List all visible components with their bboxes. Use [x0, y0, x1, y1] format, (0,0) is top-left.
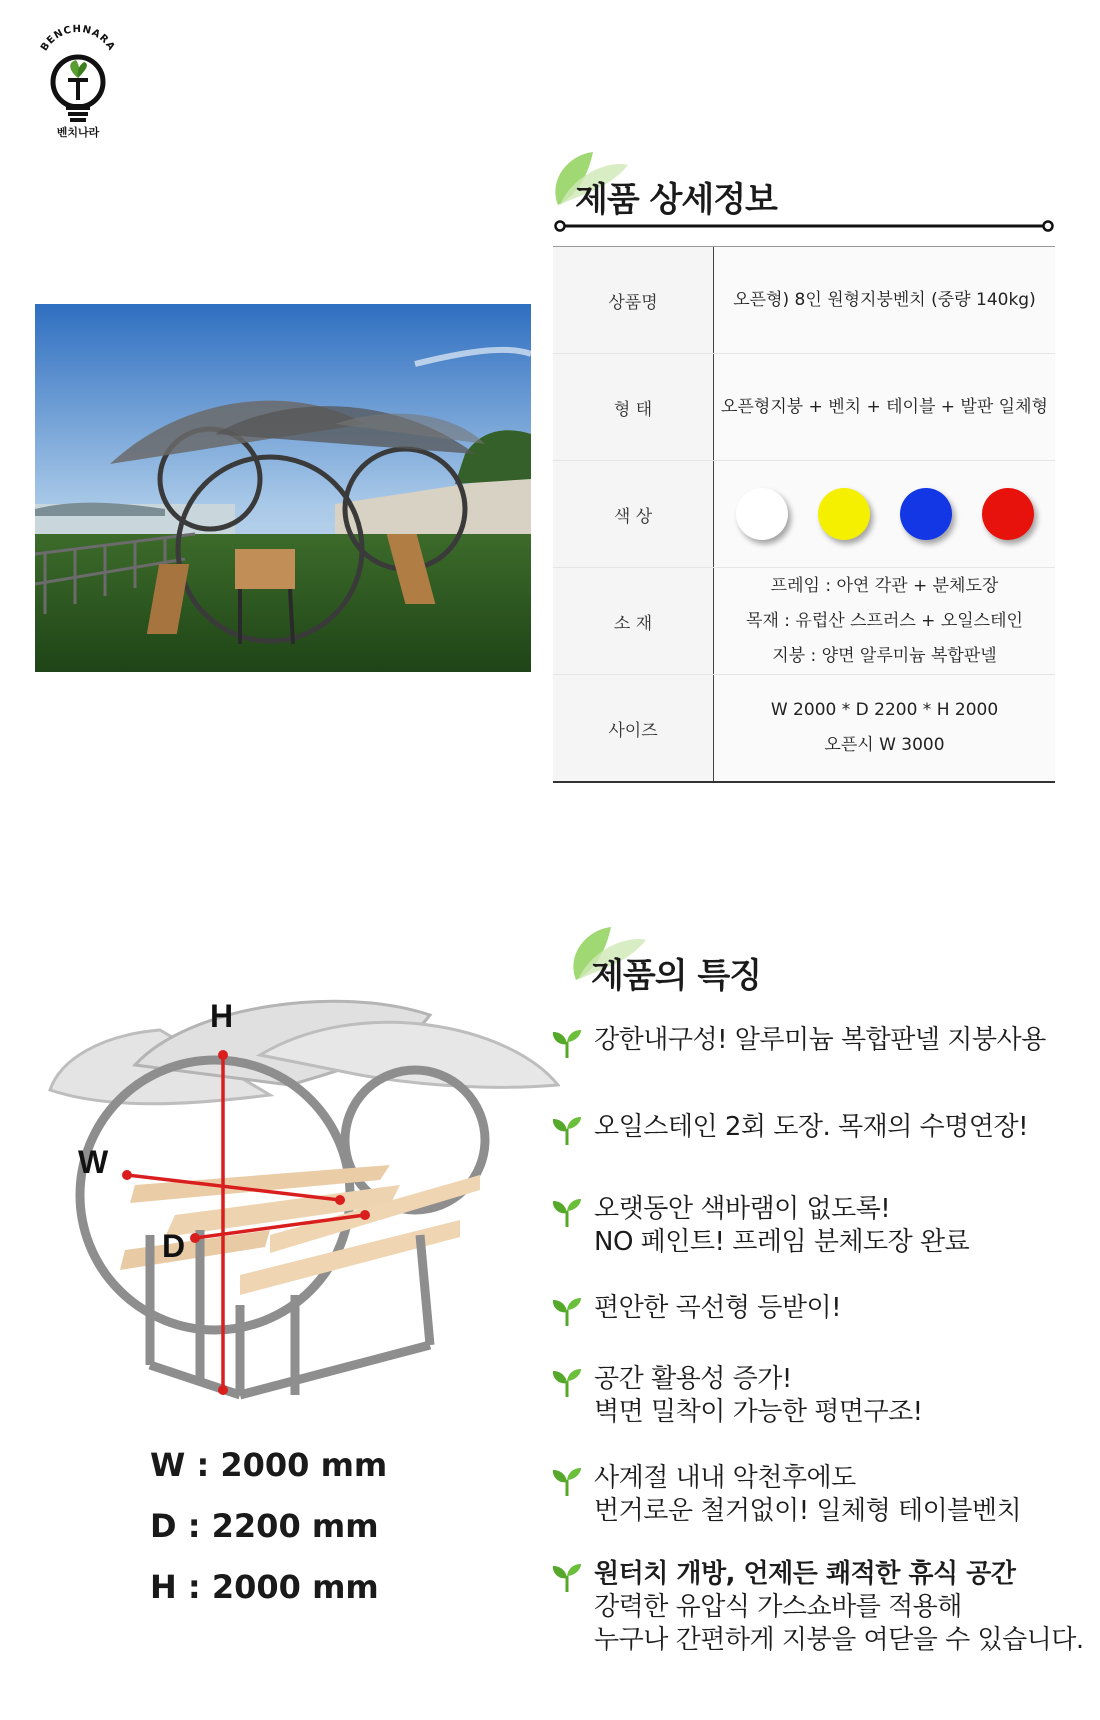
dimensions-list: [150, 1446, 410, 1629]
label-d: D: [162, 1228, 186, 1264]
feature-item: [550, 1363, 1090, 1429]
spec-label: 상품명: [553, 247, 714, 353]
feature-item: [550, 1111, 1090, 1147]
feature-text: 편안한 곡선형 등받이!: [594, 1293, 841, 1323]
feature-item: [550, 1292, 1090, 1328]
material-wood: 목재 : 유럽산 스프러스 + 오일스테인: [746, 610, 1023, 631]
spec-row-shape: [553, 354, 1055, 461]
label-w: W: [78, 1144, 109, 1180]
feature-item: [550, 1193, 1090, 1259]
product-shape: 오픈형지붕 + 벤치 + 테이블 + 발판 일체형: [721, 396, 1048, 417]
sprout-icon: [550, 1464, 584, 1498]
feature-text: 강한내구성! 알루미늄 복합판넬 지붕사용: [594, 1025, 1046, 1055]
dim-d: D : 2200 mm: [150, 1507, 379, 1545]
spec-value: [714, 675, 1055, 781]
feature-text: 공간 활용성 증가!: [594, 1364, 792, 1394]
size-dimensions: W 2000 * D 2200 * H 2000: [770, 700, 999, 720]
spec-row-size: [553, 675, 1055, 781]
feature-text: 오랫동안 색바램이 없도록!: [594, 1194, 891, 1224]
spec-table: [553, 246, 1055, 783]
dim-h: H : 2000 mm: [150, 1568, 379, 1606]
spec-label: 색 상: [553, 461, 714, 567]
feature-item: [550, 1024, 1090, 1060]
features-title: 제품의 특징: [591, 956, 762, 996]
feature-text: 사계절 내내 악천후에도: [594, 1463, 856, 1493]
product-name: 오픈형) 8인 원형지붕벤치 (중량 140kg): [733, 289, 1036, 310]
feature-text: NO 페인트! 프레임 분체도장 완료: [594, 1227, 970, 1257]
color-swatch-blue: [900, 488, 952, 540]
title-underline: [553, 218, 1055, 234]
material-roof: 지붕 : 양면 알루미늄 복합판넬: [772, 645, 997, 666]
dimension-diagram: [40, 975, 560, 1415]
logo-name: 벤치나라: [56, 126, 100, 139]
dim-w: W : 2000 mm: [150, 1446, 388, 1484]
spec-label: 사이즈: [553, 675, 714, 781]
spec-row-name: [553, 247, 1055, 354]
feature-text: 벽면 밀착이 가능한 평면구조!: [594, 1397, 923, 1427]
spec-row-material: [553, 568, 1055, 675]
spec-value: [714, 461, 1055, 567]
product-photo: [35, 304, 531, 672]
spec-label: 형 태: [553, 354, 714, 460]
feature-text: 번거로운 철거없이! 일체형 테이블벤치: [594, 1496, 1022, 1526]
label-h: H: [210, 998, 234, 1034]
sprout-icon: [550, 1560, 584, 1594]
spec-value: [714, 568, 1055, 674]
feature-text: 강력한 유압식 가스쇼바를 적용해: [594, 1592, 962, 1622]
feature-text-bold: 원터치 개방, 언제든 쾌적한 휴식 공간: [594, 1559, 1016, 1589]
spec-label: 소 재: [553, 568, 714, 674]
spec-value: [714, 354, 1055, 460]
material-frame: 프레임 : 아연 각관 + 분체도장: [770, 575, 999, 596]
spec-title: 제품 상세정보: [575, 180, 777, 220]
color-swatch-white: [736, 488, 788, 540]
color-swatches: [736, 488, 1034, 540]
svg-text:BENCHNARA: [39, 24, 117, 53]
feature-text: 누구나 간편하게 지붕을 여닫을 수 있습니다.: [594, 1625, 1084, 1655]
spec-value: [714, 247, 1055, 353]
size-open: 오픈시 W 3000: [824, 735, 945, 755]
color-swatch-yellow: [818, 488, 870, 540]
benchnara-logo: [28, 20, 128, 140]
feature-item: [550, 1558, 1090, 1657]
feature-item: [550, 1462, 1090, 1528]
feature-text: 오일스테인 2회 도장. 목재의 수명연장!: [594, 1112, 1029, 1142]
spec-row-color: [553, 461, 1055, 568]
color-swatch-red: [982, 488, 1034, 540]
logo-arc-text: BENCHNARA: [39, 23, 117, 54]
